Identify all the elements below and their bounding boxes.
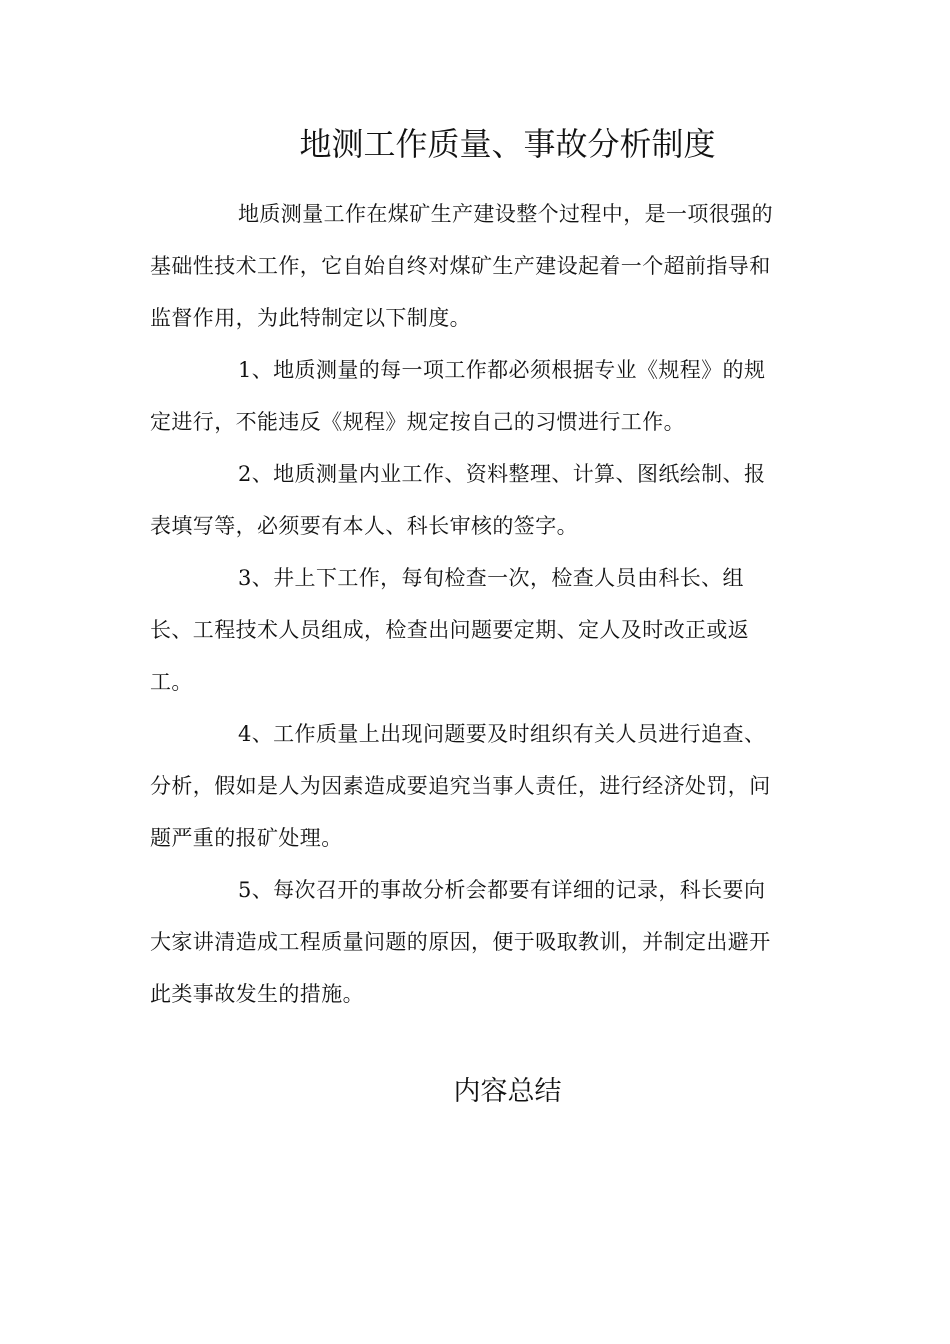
paragraph-line: 2、地质测量内业工作、资料整理、计算、图纸绘制、报: [238, 462, 766, 486]
paragraph-line: 地质测量工作在煤矿生产建设整个过程中，是一项很强的: [238, 202, 773, 226]
paragraph-line: 3、井上下工作，每旬检查一次，检查人员由科长、组: [238, 566, 744, 590]
paragraph-item-4: [150, 708, 802, 864]
document-title: 地测工作质量、事故分析制度: [299, 125, 716, 163]
paragraph-item-2: [150, 448, 802, 552]
paragraph-line: 长、工程技术人员组成，检查出问题要定期、定人及时改正或返: [150, 618, 750, 642]
paragraph-item-1: [150, 344, 802, 448]
paragraph-item-5: [150, 864, 802, 1020]
paragraph-line: 定进行，不能违反《规程》规定按自己的习惯进行工作。: [150, 410, 685, 434]
paragraph-line: 工。: [150, 670, 193, 694]
paragraph-line: 1、地质测量的每一项工作都必须根据专业《规程》的规: [238, 358, 766, 382]
paragraph-line: 监督作用，为此特制定以下制度。: [150, 306, 471, 330]
document-body: [150, 188, 802, 1020]
paragraph-intro: [150, 188, 802, 344]
paragraph-line: 此类事故发生的措施。: [150, 982, 364, 1006]
paragraph-item-3: [150, 552, 802, 708]
paragraph-line: 表填写等，必须要有本人、科长审核的签字。: [150, 514, 578, 538]
paragraph-line: 分析，假如是人为因素造成要追究当事人责任，进行经济处罚，问: [150, 774, 771, 798]
paragraph-line: 4、工作质量上出现问题要及时组织有关人员进行追查、: [238, 722, 766, 746]
paragraph-line: 题严重的报矿处理。: [150, 826, 343, 850]
paragraph-line: 5、每次召开的事故分析会都要有详细的记录，科长要向: [238, 878, 766, 902]
paragraph-line: 基础性技术工作，它自始自终对煤矿生产建设起着一个超前指导和: [150, 254, 771, 278]
summary-heading: 内容总结: [453, 1076, 562, 1107]
paragraph-line: 大家讲清造成工程质量问题的原因，便于吸取教训，并制定出避开: [150, 930, 771, 954]
